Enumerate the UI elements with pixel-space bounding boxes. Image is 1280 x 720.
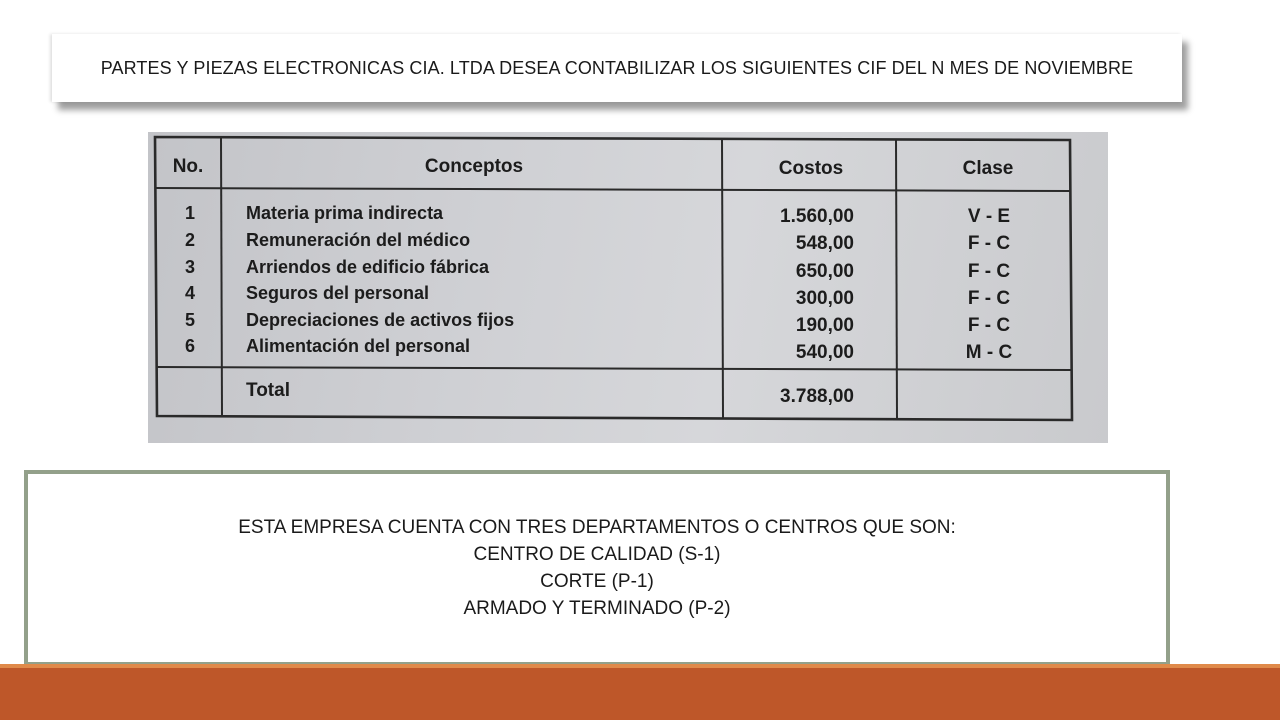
row-6-clase: M - C	[965, 342, 1013, 363]
row-5-costo: 190,00	[795, 315, 854, 336]
footer-accent	[0, 664, 1280, 668]
info-line-armado: ARMADO Y TERMINADO (P-2)	[463, 598, 731, 619]
row-6-no: 6	[184, 336, 196, 356]
row-3-costo: 650,00	[795, 261, 854, 282]
row-2-clase: F - C	[967, 233, 1011, 254]
row-1-costo: 1.560,00	[780, 206, 854, 227]
table-rows	[185, 203, 1013, 363]
row-4-concepto: Seguros del personal	[246, 283, 430, 303]
table-border	[155, 137, 1072, 420]
header-clase: Clase	[962, 158, 1014, 179]
info-line-corte: CORTE (P-1)	[540, 571, 654, 592]
col-divider-1	[221, 138, 222, 416]
info-box	[24, 470, 1170, 666]
row-4-costo: 300,00	[795, 288, 854, 309]
title-box	[52, 34, 1182, 102]
header-costos: Costos	[778, 158, 844, 179]
info-line-intro: ESTA EMPRESA CUENTA CON TRES DEPARTAMENTOS O CENTROS QUE SON:	[238, 517, 956, 538]
row-5-no: 5	[184, 310, 196, 330]
row-2-no: 2	[184, 230, 196, 250]
row-1-no: 1	[184, 203, 196, 223]
footer-bar	[0, 664, 1280, 720]
row-3-concepto: Arriendos de edificio fábrica	[246, 257, 490, 277]
row-6-costo: 540,00	[795, 342, 854, 363]
total-divider	[156, 367, 1071, 370]
row-5-concepto: Depreciaciones de activos fijos	[246, 310, 515, 330]
row-1-clase: V - E	[967, 206, 1011, 227]
row-3-no: 3	[184, 257, 196, 277]
row-2-costo: 548,00	[795, 233, 854, 254]
row-2-concepto: Remuneración del médico	[246, 230, 471, 250]
header-divider	[155, 188, 1070, 191]
slide-title: PARTES Y PIEZAS ELECTRONICAS CIA. LTDA DESEA CONTABILIZAR LOS SIGUIENTES CIF DEL N MES DE NOVIEMBRE	[100, 57, 1134, 78]
row-5-clase: F - C	[967, 315, 1011, 336]
total-label: Total	[246, 380, 290, 401]
info-line-calidad: CENTRO DE CALIDAD (S-1)	[473, 544, 721, 565]
table-photo	[148, 132, 1108, 443]
costs-table	[148, 132, 1108, 443]
col-divider-2	[722, 139, 723, 418]
row-4-clase: F - C	[967, 288, 1011, 309]
col-divider-3	[896, 139, 897, 419]
row-6-concepto: Alimentación del personal	[246, 336, 471, 356]
row-3-clase: F - C	[967, 261, 1011, 282]
row-4-no: 4	[184, 283, 196, 303]
header-no: No.	[172, 156, 204, 177]
total-costo: 3.788,00	[780, 386, 854, 407]
header-conceptos: Conceptos	[424, 156, 524, 177]
row-1-concepto: Materia prima indirecta	[246, 203, 444, 223]
